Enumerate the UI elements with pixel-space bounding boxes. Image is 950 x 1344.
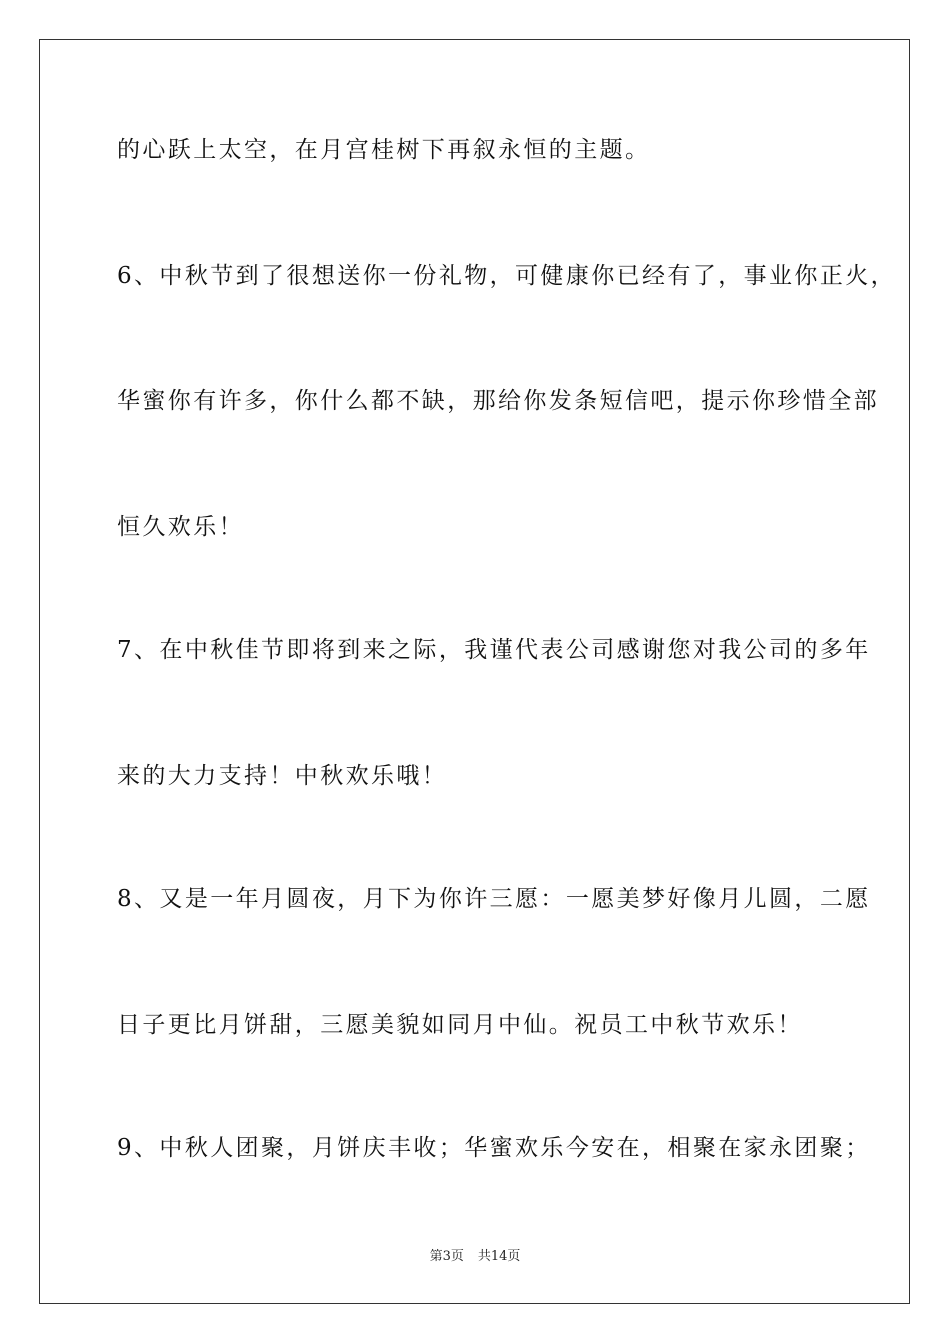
body-text-line: 华蜜你有许多，你什么都不缺，那给你发条短信吧，提示你珍惜全部 <box>117 388 879 414</box>
body-text-line: 日子更比月饼甜，三愿美貌如同月中仙。祝员工中秋节欢乐！ <box>117 1012 803 1038</box>
page-number: 第3页 <box>429 1249 464 1264</box>
body-text-line: 8、又是一年月圆夜，月下为你许三愿：一愿美梦好像月儿圆，二愿 <box>117 886 871 912</box>
body-text-line: 恒久欢乐！ <box>117 514 244 540</box>
page-footer <box>0 1249 950 1265</box>
body-text-line: 7、在中秋佳节即将到来之际，我谨代表公司感谢您对我公司的多年 <box>117 637 871 663</box>
page-frame <box>39 39 910 1304</box>
body-text-line: 9、中秋人团聚，月饼庆丰收；华蜜欢乐今安在，相聚在家永团聚； <box>117 1135 871 1161</box>
page-total: 共14页 <box>477 1249 521 1264</box>
body-text-line: 的心跃上太空，在月宫桂树下再叙永恒的主题。 <box>117 137 651 163</box>
body-text-line: 来的大力支持！中秋欢乐哦！ <box>117 763 448 789</box>
body-text-line: 6、中秋节到了很想送你一份礼物，可健康你已经有了，事业你正火， <box>117 263 897 289</box>
